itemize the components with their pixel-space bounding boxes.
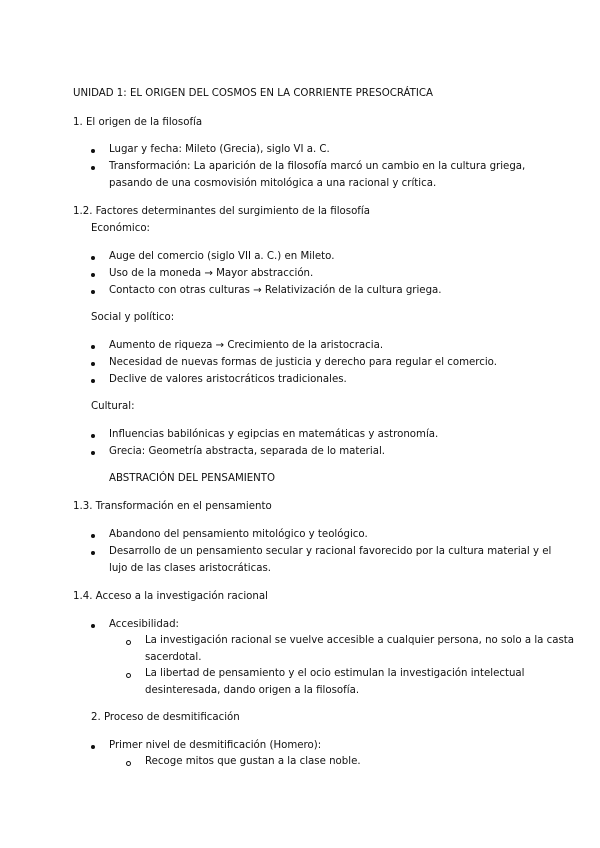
document-title: UNIDAD 1: EL ORIGEN DEL COSMOS EN LA CORRIENTE PRESOCRÁTICA xyxy=(73,88,433,99)
bullet-icon xyxy=(91,745,95,749)
bullet-icon xyxy=(91,345,95,349)
list-item: Aumento de riqueza → Crecimiento de la aristocracia. xyxy=(109,340,384,351)
list-item-continuation: pasando de una cosmovisión mitológica a una racional y crítica. xyxy=(109,178,437,189)
bullet-icon xyxy=(91,434,95,438)
list-item: Desarrollo de un pensamiento secular y racional favorecido por la cultura material y el xyxy=(109,546,552,557)
circle-bullet-icon xyxy=(126,673,131,678)
bullet-icon xyxy=(91,624,95,628)
list-item: Grecia: Geometría abstracta, separada de lo material. xyxy=(109,446,386,457)
list-item: Accesibilidad: xyxy=(109,619,179,630)
list-item: Contacto con otras culturas → Relativización de la cultura griega. xyxy=(109,285,442,296)
list-item: Transformación: La aparición de la filosofía marcó un cambio en la cultura griega, xyxy=(109,161,526,172)
list-item: Uso de la moneda → Mayor abstracción. xyxy=(109,268,314,279)
bullet-icon xyxy=(91,166,95,170)
section-heading-1-3: 1.3. Transformación en el pensamiento xyxy=(73,501,272,512)
bullet-icon xyxy=(91,551,95,555)
bullet-icon xyxy=(91,451,95,455)
list-item: Abandono del pensamiento mitológico y teológico. xyxy=(109,529,368,540)
list-item-continuation: lujo de las clases aristocráticas. xyxy=(109,563,272,574)
list-item: Declive de valores aristocráticos tradicionales. xyxy=(109,374,347,385)
bullet-icon xyxy=(91,273,95,277)
list-item: Necesidad de nuevas formas de justicia y derecho para regular el comercio. xyxy=(109,357,497,368)
section-heading-1: 1. El origen de la filosofía xyxy=(73,117,203,128)
sub-list-item-continuation: desinteresada, dando origen a la filosofía. xyxy=(145,685,360,696)
list-item: Lugar y fecha: Mileto (Grecia), siglo VI a. C. xyxy=(109,144,330,155)
abstraction-heading: ABSTRACIÓN DEL PENSAMIENTO xyxy=(109,473,276,484)
sub-list-item: La libertad de pensamiento y el ocio estimulan la investigación intelectual xyxy=(145,668,525,679)
section-heading-1-2: 1.2. Factores determinantes del surgimiento de la filosofía xyxy=(73,206,370,217)
subheading-economico: Económico: xyxy=(91,223,150,234)
bullet-icon xyxy=(91,379,95,383)
sub-list-item: Recoge mitos que gustan a la clase noble. xyxy=(145,756,361,767)
bullet-icon xyxy=(91,362,95,366)
bullet-icon xyxy=(91,534,95,538)
section-heading-1-4: 1.4. Acceso a la investigación racional xyxy=(73,591,268,602)
list-item: Primer nivel de desmitificación (Homero): xyxy=(109,740,322,751)
bullet-icon xyxy=(91,149,95,153)
subheading-cultural: Cultural: xyxy=(91,401,135,412)
subheading-social: Social y político: xyxy=(91,312,175,323)
circle-bullet-icon xyxy=(126,761,131,766)
circle-bullet-icon xyxy=(126,640,131,645)
list-item: Influencias babilónicas y egipcias en matemáticas y astronomía. xyxy=(109,429,439,440)
bullet-icon xyxy=(91,290,95,294)
bullet-icon xyxy=(91,256,95,260)
sub-list-item: La investigación racional se vuelve accesible a cualquier persona, no solo a la casta xyxy=(145,635,575,646)
section-heading-2: 2. Proceso de desmitificación xyxy=(91,712,240,723)
sub-list-item-continuation: sacerdotal. xyxy=(145,652,202,663)
list-item: Auge del comercio (siglo VII a. C.) en Mileto. xyxy=(109,251,335,262)
